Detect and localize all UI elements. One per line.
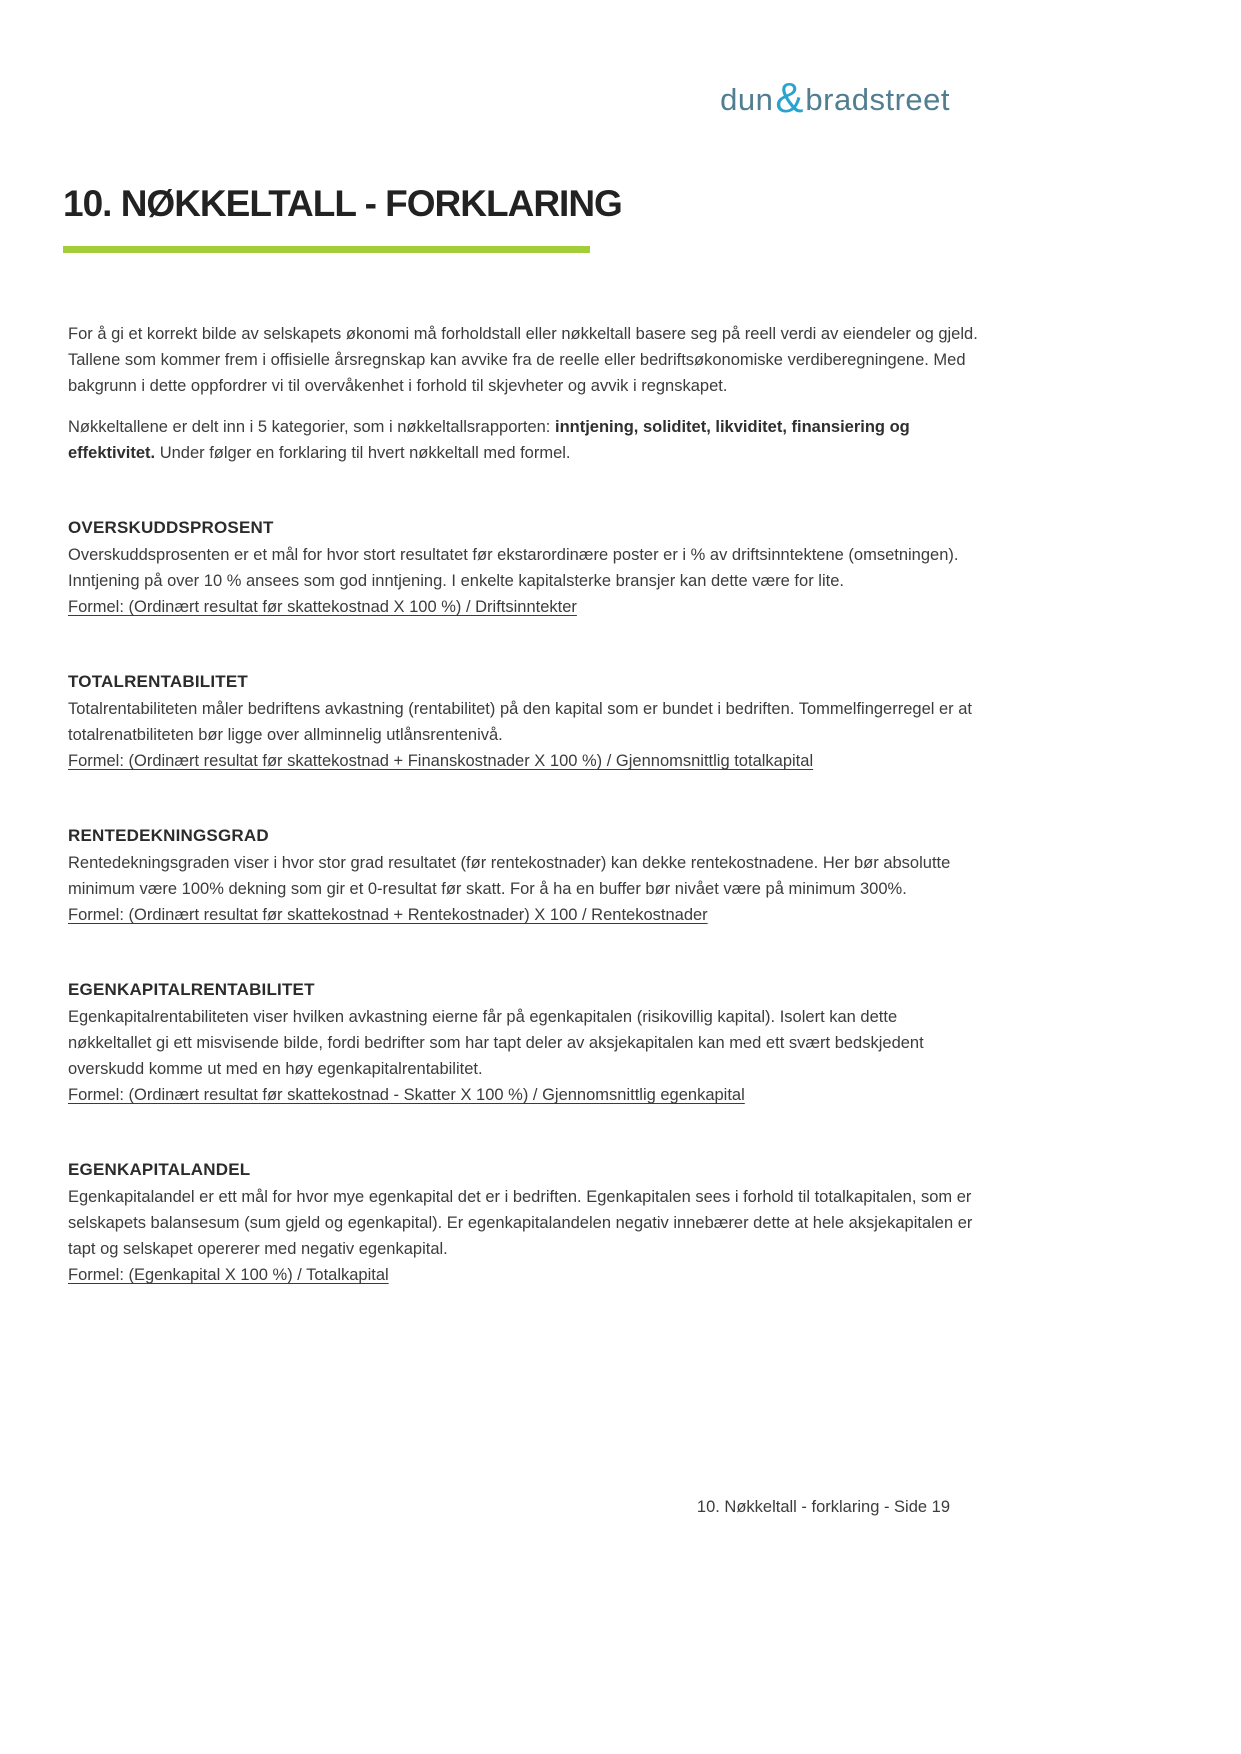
section-overskuddsprosent — [68, 516, 978, 620]
categories-text-prefix: Nøkkeltallene er delt inn i 5 kategorier, som i nøkkeltallsrapporten: — [68, 418, 555, 436]
intro-paragraph: For å gi et korrekt bilde av selskapets økonomi må forholdstall eller nøkkeltall basere seg på reell verdi av eiendeler og gjeld. Tallene som kommer frem i offisielle årsregnskap kan avvike fra de reelle eller bedriftsøkonomiske verdiberegningene. Med bakgrunn i dette oppfordrer vi til overvåkenhet i forhold til skjevheter og avvik i regnskapet. — [68, 325, 978, 395]
dun-bradstreet-logo — [720, 72, 950, 120]
section-body: Overskuddsprosenten er et mål for hvor stort resultatet før ekstarordinære poster er i % av driftsinntektene (omsetningen). Inntjening på over 10 % ansees som god inntjening. I enkelte kapitalsterke bransjer kan dette være for lite. — [68, 546, 959, 590]
section-body: Egenkapitalandel er ett mål for hvor mye egenkapital det er i bedriften. Egenkapitalen sees i forhold til totalkapitalen, som er selskapets balansesum (sum gjeld og egenkapital). Er egenkapitalandelen negativ innebærer dette at hele aksjekapitalen er tapt og selskapet opererer med negativ egenkapital. — [68, 1188, 973, 1258]
categories-paragraph — [68, 414, 978, 466]
categories-text-suffix: Under følger en forklaring til hvert nøkkeltall med formel. — [155, 444, 571, 462]
title-underline-bar — [63, 246, 590, 253]
section-body: Egenkapitalrentabiliteten viser hvilken avkastning eierne får på egenkapitalen (risikovillig kapital). Isolert kan dette nøkkeltallet gi ett misvisende bilde, fordi bedrifter som har tapt deler av aksjekapitalen kan med ett svært bedskjedent overskudd komme ut med en høy egenkapitalrentabilitet. — [68, 1008, 924, 1078]
page-footer: 10. Nøkkeltall - forklaring - Side 19 — [696, 1498, 950, 1516]
logo-ampersand-icon: & — [775, 74, 804, 121]
section-heading: TOTALRENTABILITET — [68, 672, 248, 691]
section-rentedekningsgrad — [68, 824, 978, 928]
section-egenkapitalandel — [68, 1158, 978, 1288]
formula-line: Formel: (Ordinært resultat før skattekostnad - Skatter X 100 %) / Gjennomsnittlig egenkapital — [68, 1086, 745, 1104]
formula-line: Formel: (Ordinært resultat før skattekostnad + Finanskostnader X 100 %) / Gjennomsnittlig totalkapital — [68, 752, 814, 770]
section-totalrentabilitet — [68, 670, 978, 774]
section-body: Totalrentabiliteten måler bedriftens avkastning (rentabilitet) på den kapital som er bundet i bedriften. Tommelfingerregel er at totalrenatbiliteten bør ligge over allminnelig utlånsrentenivå. — [68, 700, 973, 744]
page-title: 10. NØKKELTALL - FORKLARING — [63, 183, 622, 224]
categories-text-bold: inntjening, soliditet, likviditet, finansiering og effektivitet. — [68, 418, 910, 462]
formula-line: Formel: (Ordinært resultat før skattekostnad X 100 %) / Driftsinntekter — [68, 598, 577, 616]
section-heading: EGENKAPITALANDEL — [68, 1160, 251, 1179]
section-heading: OVERSKUDDSPROSENT — [68, 518, 274, 537]
section-body: Rentedekningsgraden viser i hvor stor grad resultatet (før rentekostnader) kan dekke rentekostnadene. Her bør absolutte minimum være 100% dekning som gir et 0-resultat før skatt. For å ha en buffer bør nivået være på minimum 300%. — [68, 854, 951, 898]
header — [0, 0, 1241, 120]
section-heading: RENTEDEKNINGSGRAD — [68, 826, 269, 845]
section-heading: EGENKAPITALRENTABILITET — [68, 980, 315, 999]
logo-word-dun: dun — [720, 82, 774, 117]
logo-word-bradstreet: bradstreet — [805, 82, 950, 117]
main-content — [68, 321, 978, 1288]
section-egenkapitalrentabilitet — [68, 978, 978, 1108]
formula-line: Formel: (Ordinært resultat før skattekostnad + Rentekostnader) X 100 / Rentekostnader — [68, 906, 708, 924]
formula-line: Formel: (Egenkapital X 100 %) / Totalkapital — [68, 1266, 389, 1284]
